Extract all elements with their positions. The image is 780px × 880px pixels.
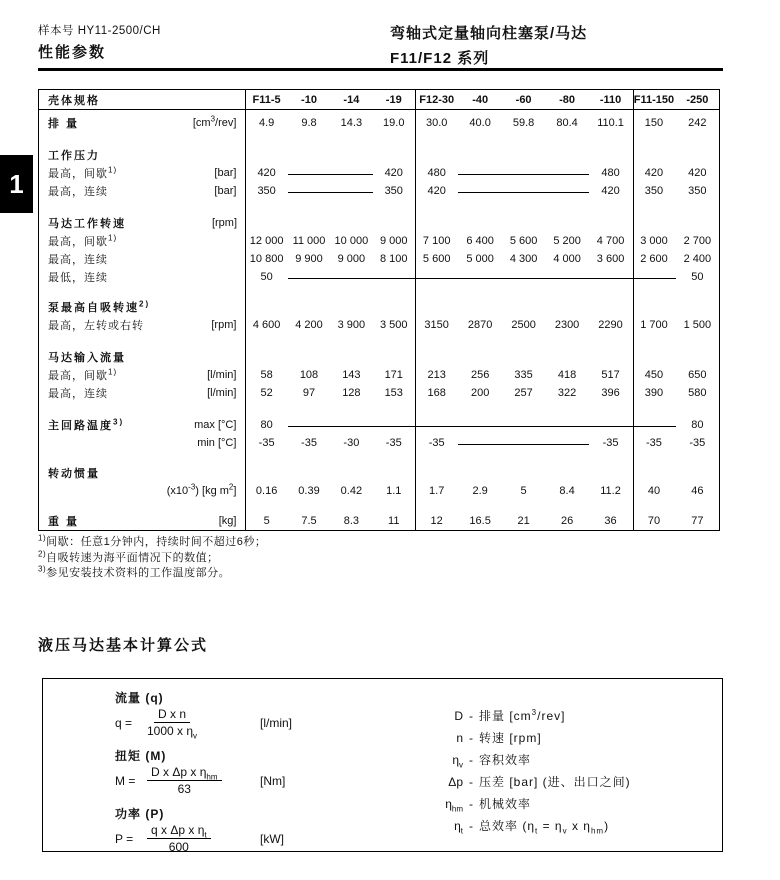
table-cell: 256	[470, 369, 490, 381]
table-cell: 420	[601, 185, 620, 197]
row-label: 转动惯量	[48, 468, 100, 480]
header-left	[38, 22, 161, 62]
table-row	[39, 250, 719, 268]
row-label-cell	[39, 348, 246, 366]
table-cell: -40	[472, 93, 489, 106]
row-label-cell	[39, 146, 246, 164]
footnotes	[38, 535, 266, 582]
table-cell: 40	[647, 485, 661, 497]
table-cell: 26	[560, 515, 574, 527]
row-label: 最高，连续	[48, 186, 108, 198]
section-tab: 1	[0, 155, 33, 213]
table-cell: 4 200	[295, 319, 323, 331]
table-cell: -80	[559, 93, 576, 106]
table-cell: 650	[688, 369, 707, 381]
table-row	[39, 348, 719, 366]
table-cell: 110.1	[597, 117, 624, 129]
table-cell: 40.0	[469, 117, 491, 129]
formula-block	[115, 747, 395, 796]
table-cell: 9 000	[337, 253, 366, 265]
table-cell: 80	[260, 419, 273, 431]
row-unit: $[cm^3/rev]$	[192, 114, 237, 129]
row-label-cell	[39, 416, 245, 434]
table-cell	[458, 164, 501, 182]
table-cell: -110	[599, 93, 622, 106]
calc-section-title: 液压马达基本计算公式	[38, 637, 209, 654]
table-row	[39, 268, 719, 286]
table-cell: 12	[430, 515, 443, 527]
formula-name: 流量 (q)	[115, 691, 164, 705]
table-cell	[288, 182, 330, 200]
definition-symbol: $\eta_t$	[454, 819, 463, 836]
formula-lhs: P =	[115, 831, 134, 846]
table-cell: 80	[691, 419, 704, 431]
table-cell: 350	[257, 185, 276, 197]
table-cell: 70	[647, 515, 661, 527]
footnote-line: $^{3)}$参见安装技术资料的工作温度部分。	[38, 564, 231, 579]
row-label-cell	[39, 434, 245, 452]
formula-equation	[115, 765, 395, 796]
definition-row	[421, 727, 631, 749]
table-cell: -35	[689, 437, 706, 449]
table-cell: 8.4	[559, 485, 575, 497]
table-row	[39, 182, 719, 200]
series-title: F11/F12 系列	[390, 50, 490, 67]
table-row	[39, 232, 719, 250]
table-divider	[415, 90, 416, 530]
table-cell: 5 000	[466, 253, 494, 265]
row-label: 最高，连续	[48, 388, 108, 400]
row-label-cell	[39, 316, 245, 334]
fraction-denominator: 1000 x $\eta_v$	[147, 724, 198, 741]
table-row	[39, 214, 719, 232]
table-cell: 50	[260, 271, 273, 283]
row-unit: [l/min]	[207, 387, 237, 399]
table-cell	[502, 434, 545, 452]
table-cell: 2870	[467, 319, 493, 331]
table-cell: 480	[427, 167, 446, 179]
table-spacer	[39, 402, 719, 416]
row-label: 马达输入流量	[48, 352, 126, 364]
table-cell	[288, 268, 330, 286]
definition-text: 容积效率	[479, 753, 532, 767]
row-label-cell	[39, 250, 245, 268]
fraction-numerator: q x Δp x $\eta_t$	[147, 823, 211, 839]
table-cell: 1 500	[683, 319, 712, 331]
table-cell: 200	[470, 387, 490, 399]
table-row	[39, 512, 719, 530]
row-label-cell	[39, 464, 246, 482]
table-cell: 12 000	[249, 235, 284, 247]
table-row	[39, 434, 719, 452]
table-cell: 213	[427, 369, 446, 381]
row-label-cell	[39, 114, 245, 132]
table-cell: 2.9	[472, 485, 488, 497]
table-cell: 128	[342, 387, 361, 399]
table-cell: 257	[514, 387, 533, 399]
table-cell: -35	[301, 437, 317, 449]
table-cell: 11 000	[292, 235, 326, 247]
header-right	[390, 22, 587, 68]
header-rule	[38, 68, 723, 71]
table-cell: 7 100	[422, 235, 451, 247]
row-label-cell	[39, 384, 245, 402]
table-cell: 58	[260, 369, 273, 381]
table-cell: 1 700	[640, 319, 668, 331]
table-cell	[458, 268, 501, 286]
table-cell: 0.16	[255, 485, 278, 497]
table-cell	[545, 416, 588, 434]
table-cell: 14.3	[340, 117, 363, 129]
formula-lhs: M =	[115, 773, 136, 788]
table-cell: 480	[601, 167, 620, 179]
table-cell: 8 100	[379, 253, 408, 265]
table-cell: 4 000	[553, 253, 581, 265]
row-unit: [rpm]	[211, 217, 237, 229]
table-cell: 350	[688, 185, 707, 197]
table-cell: 36	[604, 515, 617, 527]
formula-unit: [l/min]	[260, 715, 293, 730]
document-number: 样本号 HY11-2500/CH	[38, 25, 161, 37]
table-cell: 8.3	[343, 515, 360, 527]
definition-text: 压差 [bar] (进、出口之间)	[479, 775, 631, 789]
table-cell: 2 400	[683, 253, 712, 265]
table-cell	[632, 416, 675, 434]
table-spacer	[39, 500, 719, 512]
table-cell	[458, 182, 501, 200]
table-cell: 4 700	[596, 235, 625, 247]
definition-dash: -	[469, 731, 473, 745]
row-label-cell	[39, 298, 246, 316]
definition-symbol: $\eta_v$	[452, 753, 463, 770]
definition-text: 转速 [rpm]	[479, 731, 542, 745]
fraction-numerator: D x Δp x $\eta_{hm}$	[147, 765, 222, 781]
table-row	[39, 482, 719, 500]
fraction-denominator: 63	[177, 782, 191, 796]
definition-text: 排量 $[cm^3/rev]$	[479, 708, 566, 723]
table-cell: 350	[384, 185, 403, 197]
table-spacer	[39, 452, 719, 464]
formula-box	[42, 678, 723, 852]
row-unit: [bar]	[214, 167, 237, 179]
table-cell: 3150	[424, 319, 449, 331]
formula-unit: [Nm]	[260, 773, 286, 788]
product-title: 弯轴式定量轴向柱塞泵/马达	[390, 25, 588, 42]
table-cell	[373, 416, 415, 434]
table-row	[39, 464, 719, 482]
table-cell: 21	[517, 515, 530, 527]
formula-unit: [kW]	[260, 831, 284, 846]
formula-name: 扭矩 (M)	[115, 749, 167, 763]
row-label: 工作压力	[48, 150, 100, 162]
table-cell	[458, 434, 501, 452]
table-row	[39, 384, 719, 402]
table-spacer	[39, 132, 719, 146]
table-cell: 420	[644, 167, 664, 179]
table-cell: 150	[644, 117, 664, 129]
row-label-cell	[39, 214, 246, 232]
table-cell	[415, 416, 458, 434]
table-cell: 46	[691, 485, 704, 497]
table-cell: 4 600	[252, 319, 281, 331]
table-spacer	[39, 334, 719, 348]
table-cell: 242	[688, 117, 707, 129]
table-cell: 143	[342, 369, 361, 381]
row-label-cell	[39, 512, 245, 530]
table-cell: 2500	[511, 319, 536, 331]
table-cell: 50	[691, 271, 704, 283]
table-cell: -35	[602, 437, 619, 449]
definition-text: 总效率 ($\eta_t = \eta_v$ x $\eta_{hm}$)	[479, 819, 610, 836]
formula-list	[115, 689, 395, 863]
table-spacer	[39, 200, 719, 214]
table-cell: 2300	[554, 319, 580, 331]
table-cell	[288, 164, 330, 182]
table-cell: 517	[601, 369, 620, 381]
row-label: 最高，左转或右转	[48, 320, 144, 332]
table-divider	[245, 90, 246, 530]
table-cell: 97	[302, 387, 316, 399]
table-cell: 4 300	[509, 253, 538, 265]
table-cell: 5 600	[422, 253, 451, 265]
table-cell: 19.0	[383, 117, 405, 129]
definition-dash: -	[469, 709, 473, 723]
definition-row	[421, 749, 631, 771]
table-cell	[415, 268, 458, 286]
table-cell: 420	[384, 167, 403, 179]
row-label-cell	[39, 268, 245, 286]
table-divider	[633, 90, 634, 530]
fraction-numerator: D x n	[154, 707, 190, 723]
table-cell: -35	[385, 437, 402, 449]
table-cell: F11-150	[633, 93, 675, 106]
table-cell	[330, 416, 372, 434]
row-label: 重 量	[48, 516, 80, 528]
table-cell: 9 000	[379, 235, 408, 247]
table-cell	[545, 434, 588, 452]
table-cell: 420	[257, 167, 276, 179]
definition-dash: -	[469, 797, 473, 811]
definition-dash: -	[469, 819, 473, 833]
formula-equation	[115, 707, 395, 741]
table-cell: 10 800	[249, 253, 284, 265]
table-cell: 80.4	[556, 117, 578, 129]
table-cell: 580	[688, 387, 707, 399]
table-cell: 77	[691, 515, 704, 527]
table-cell: -250	[686, 93, 709, 106]
table-cell	[589, 416, 632, 434]
table-cell: 9.8	[301, 117, 317, 129]
table-cell: 420	[427, 185, 446, 197]
table-cell: 11	[388, 515, 400, 527]
table-row	[39, 416, 719, 434]
table-row	[39, 298, 719, 316]
row-label: 最低，连续	[48, 272, 108, 284]
table-cell	[458, 416, 501, 434]
table-cell: 396	[601, 387, 620, 399]
table-cell	[545, 164, 588, 182]
formula-fraction	[147, 823, 211, 854]
definition-text: 机械效率	[479, 797, 532, 811]
row-unit: [l/min]	[207, 369, 237, 381]
definition-dash: -	[469, 775, 473, 789]
table-row	[39, 146, 719, 164]
table-cell: 4.9	[258, 117, 275, 129]
table-row	[39, 316, 719, 334]
performance-table	[38, 89, 720, 531]
table-cell: 2 600	[640, 253, 668, 265]
table-cell: F12-30	[419, 93, 455, 106]
row-label: 最高，间歇$^{1)}$	[48, 233, 118, 248]
row-unit: min [°C]	[197, 437, 237, 449]
table-cell: F11-5	[252, 93, 281, 106]
formula-block	[115, 689, 395, 741]
table-cell: 30.0	[425, 117, 448, 129]
row-unit: $(x10^{-3})$ [kg $m^2$]	[166, 482, 237, 497]
table-cell: 450	[644, 369, 664, 381]
table-cell: -35	[428, 437, 445, 449]
table-cell: -30	[343, 437, 360, 449]
row-label-cell	[39, 164, 245, 182]
table-cell: 59.8	[512, 117, 535, 129]
table-cell: -14	[343, 93, 360, 106]
table-row	[39, 366, 719, 384]
table-header-row	[39, 90, 719, 110]
row-label: 马达工作转速	[48, 218, 126, 230]
table-cell: 171	[384, 369, 403, 381]
table-row	[39, 114, 719, 132]
page-title: 性能参数	[38, 44, 107, 61]
definition-row	[421, 815, 631, 837]
table-cell	[502, 416, 545, 434]
definition-row	[421, 705, 631, 727]
table-cell	[589, 268, 632, 286]
row-label-cell	[39, 482, 245, 500]
table-cell: 3 900	[337, 319, 366, 331]
row-unit: [rpm]	[211, 319, 237, 331]
table-cell: 390	[644, 387, 664, 399]
table-cell: -60	[515, 93, 532, 106]
table-cell: 3 600	[596, 253, 625, 265]
table-cell: 322	[557, 387, 577, 399]
table-cell	[288, 416, 330, 434]
formula-fraction	[147, 765, 222, 796]
row-label: 最高，间歇$^{1)}$	[48, 165, 118, 180]
table-cell: -35	[258, 437, 275, 449]
table-cell: 6 400	[466, 235, 494, 247]
row-label: 最高，连续	[48, 254, 108, 266]
definition-row	[421, 771, 631, 793]
definition-symbol: $\eta_{hm}$	[445, 797, 463, 814]
table-cell: 3 500	[379, 319, 408, 331]
table-cell: -10	[301, 93, 317, 106]
row-unit: [bar]	[214, 185, 237, 197]
footnote-line: $^{2)}$自吸转速为海平面情况下的数值；	[38, 548, 219, 564]
table-cell: 3 000	[640, 235, 668, 247]
table-cell	[545, 268, 588, 286]
row-label-cell	[39, 182, 245, 200]
row-unit: [kg]	[218, 515, 237, 527]
table-cell: 2290	[598, 319, 623, 331]
formula-fraction	[147, 707, 198, 741]
definition-symbol: D	[454, 709, 463, 723]
formula-equation	[115, 823, 395, 854]
table-cell	[330, 182, 372, 200]
table-cell: 5 200	[553, 235, 581, 247]
table-cell: 108	[299, 369, 319, 381]
table-cell	[373, 268, 415, 286]
table-cell: -35	[646, 437, 662, 449]
table-cell: 16.5	[469, 515, 491, 527]
row-unit: max [°C]	[194, 419, 237, 431]
table-cell: 0.39	[298, 485, 320, 497]
row-label: 排 量	[48, 118, 80, 130]
table-cell	[502, 268, 545, 286]
table-cell: 7.5	[301, 515, 317, 527]
table-cell: 420	[688, 167, 707, 179]
table-cell: 2 700	[683, 235, 712, 247]
table-cell: 350	[644, 185, 664, 197]
row-label: 泵最高自吸转速$^{2)}$	[48, 299, 151, 314]
table-row	[39, 164, 719, 182]
table-cell: 0.42	[340, 485, 363, 497]
fraction-denominator: 600	[168, 840, 189, 854]
table-cell	[330, 164, 372, 182]
definition-row	[421, 793, 631, 815]
table-cell: 5	[263, 515, 270, 527]
table-cell: 418	[557, 369, 577, 381]
definition-list	[421, 705, 631, 837]
table-cell: 5	[520, 485, 527, 497]
table-cell: 153	[384, 387, 403, 399]
definition-symbol: n	[456, 731, 463, 745]
table-cell	[502, 182, 545, 200]
definition-dash: -	[469, 753, 473, 767]
table-cell: -19	[385, 93, 402, 106]
row-label: 主回路温度$^{3)}$	[48, 417, 125, 432]
formula-lhs: q =	[115, 715, 133, 730]
footnote-line: $^{1)}$间歇：任意1分钟内，持续时间不超过6秒；	[38, 533, 267, 548]
table-cell: 11.2	[600, 485, 621, 497]
table-cell	[502, 164, 545, 182]
table-cell: 10 000	[334, 235, 369, 247]
row-label-cell	[39, 366, 245, 384]
table-cell	[545, 182, 588, 200]
row-label: 壳体规格	[48, 94, 100, 107]
row-label-cell	[39, 232, 245, 250]
formula-block	[115, 805, 395, 854]
table-cell: 9 900	[295, 253, 323, 265]
table-cell	[330, 268, 372, 286]
table-cell: 1.7	[429, 485, 445, 497]
table-cell	[632, 268, 675, 286]
row-label: 最高，间歇$^{1)}$	[48, 367, 118, 382]
table-cell: 52	[260, 387, 273, 399]
table-cell: 5 600	[509, 235, 538, 247]
table-cell: 335	[514, 369, 533, 381]
table-cell: 168	[427, 387, 446, 399]
definition-symbol: Δp	[448, 775, 463, 789]
row-label-cell	[39, 90, 245, 109]
formula-name: 功率 (P)	[115, 807, 165, 821]
table-spacer	[39, 286, 719, 298]
table-cell: 1.1	[386, 485, 402, 497]
